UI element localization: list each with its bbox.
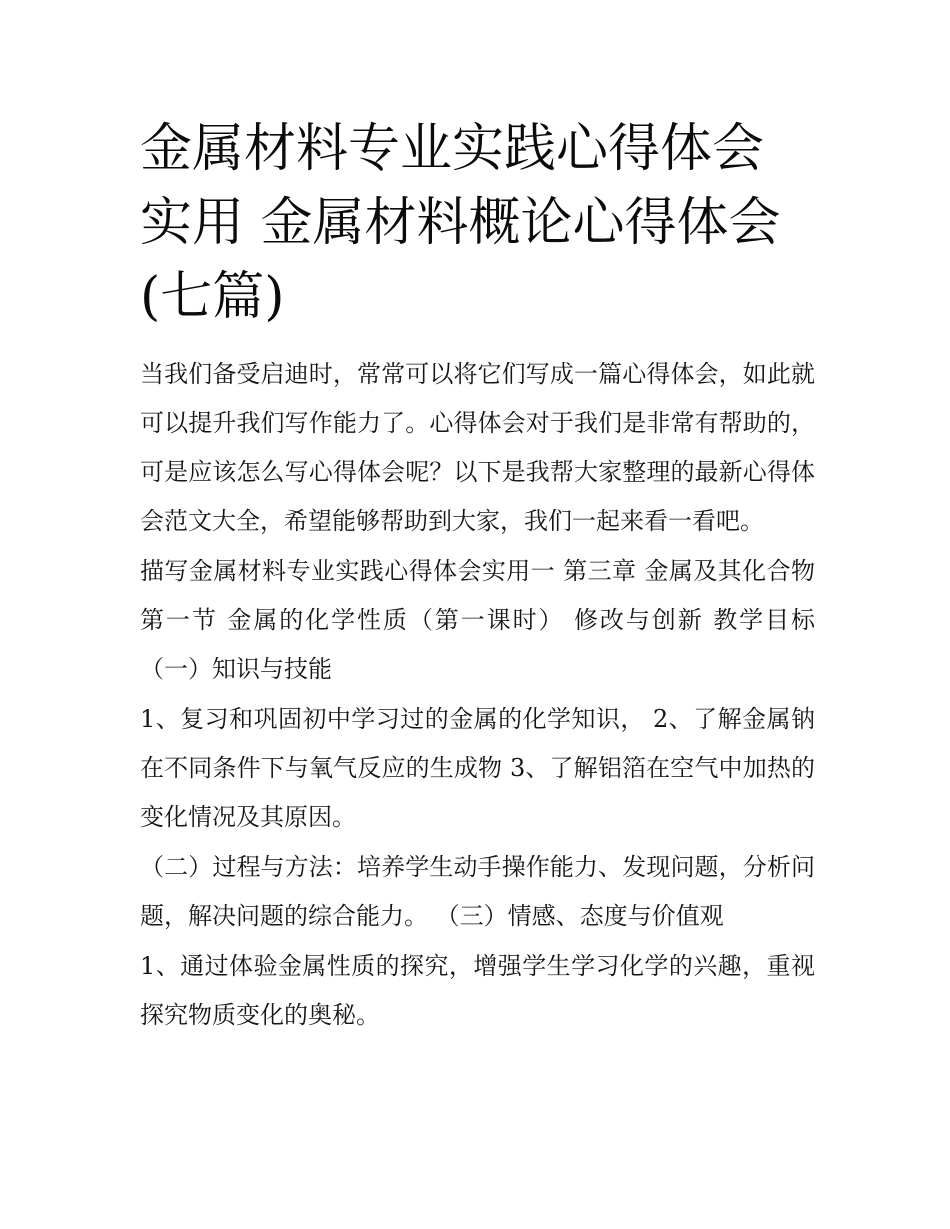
chapter-paragraph: 描写金属材料专业实践心得体会实用一 第三章 金属及其化合物 第一节 金属的化学性质（第一课时） 修改与创新 教学目标 （一）知识与技能 [140, 557, 815, 683]
values-paragraph: 1、通过体验金属性质的探究，增强学生学习化学的兴趣，重视探究物质变化的奥秘。 [140, 952, 815, 1029]
knowledge-skills-paragraph: 1、复习和巩固初中学习过的金属的化学知识， 2、了解金属钠在不同条件下与氧气反应的生成物 3、了解铝箔在空气中加热的变化情况及其原因。 [140, 705, 815, 831]
document-page [140, 112, 815, 1040]
intro-paragraph: 当我们备受启迪时，常常可以将它们写成一篇心得体会，如此就可以提升我们写作能力了。心得体会对于我们是非常有帮助的，可是应该怎么写心得体会呢？以下是我帮大家整理的最新心得体会范文大全，希望能够帮助到大家，我们一起来看一看吧。 [140, 360, 815, 535]
document-title: 金属材料专业实践心得体会实用 金属材料概论心得体会(七篇) [140, 119, 781, 327]
process-method-paragraph: （二）过程与方法：培养学生动手操作能力、发现问题，分析问题，解决问题的综合能力。 （三）情感、态度与价值观 [140, 853, 815, 930]
document-body [140, 350, 815, 1040]
